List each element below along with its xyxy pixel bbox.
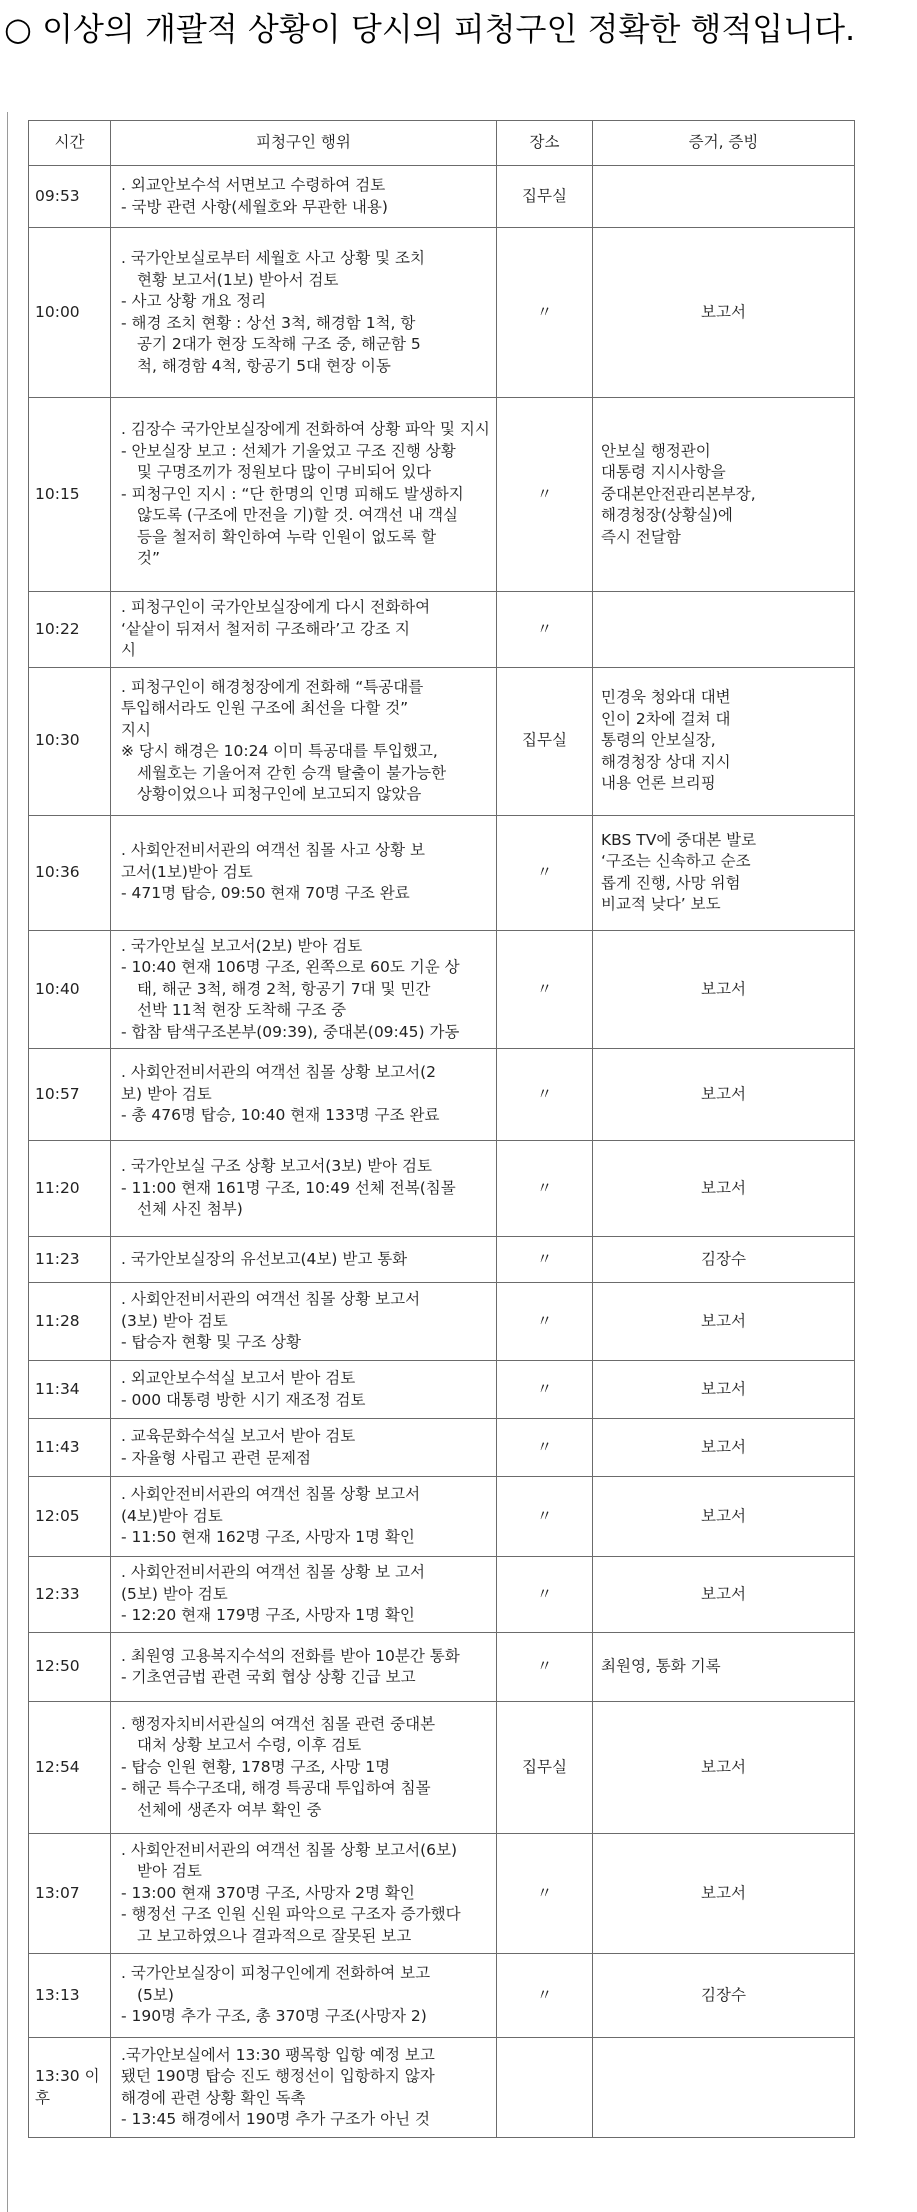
action-line: - 안보실장 보고 : 선체가 기울었고 구조 진행 상황 <box>121 441 456 460</box>
evidence-cell <box>593 1141 855 1237</box>
table-row <box>29 1633 855 1702</box>
action-line: 척, 해경함 4척, 항공기 5대 현장 이동 <box>137 356 391 375</box>
evidence-line: 보고서 <box>701 1506 746 1525</box>
evidence-line: 안보실 행정관이 <box>601 441 711 460</box>
action-line: - 총 476명 탑승, 10:40 현재 133명 구조 완료 <box>121 1106 440 1125</box>
action-cell <box>111 1954 497 2038</box>
action-line: .국가안보실에서 13:30 팽목항 입항 예정 보고 <box>121 2045 435 2064</box>
place-cell: 〃 <box>497 592 593 668</box>
place-cell: 〃 <box>497 1141 593 1237</box>
action-line: . 행정자치비서관실의 여객선 침몰 관련 중대본 <box>121 1714 436 1733</box>
action-line: 등을 철저히 확인하여 누락 인원이 없도록 할 <box>137 527 437 546</box>
action-line: 보) 받아 검토 <box>121 1084 212 1103</box>
action-line: 선체에 생존자 여부 확인 중 <box>137 1800 322 1819</box>
place-cell: 〃 <box>497 1633 593 1702</box>
time-cell: 12:05 <box>29 1477 111 1557</box>
table-row <box>29 1477 855 1557</box>
action-cell <box>111 1283 497 1361</box>
evidence-line: 보고서 <box>701 1084 746 1103</box>
evidence-cell <box>593 1954 855 2038</box>
action-line: - 사고 상황 개요 정리 <box>121 292 267 310</box>
action-line: - 해군 특수구조대, 해경 특공대 투입하여 침몰 <box>121 1779 431 1798</box>
time-cell: 13:07 <box>29 1834 111 1954</box>
action-cell <box>111 930 497 1049</box>
action-line: - 10:40 현재 106명 구조, 왼쪽으로 60도 기운 상 <box>121 958 460 976</box>
evidence-line: 보고서 <box>701 1178 746 1197</box>
action-line: 현황 보고서(1보) 받아서 검토 <box>137 270 339 289</box>
evidence-line: 대통령 지시사항을 <box>601 463 726 482</box>
action-line: . 국가안보실장이 피청구인에게 전화하여 보고 <box>121 1964 431 1983</box>
table-row <box>29 1557 855 1633</box>
action-line: - 탑승 인원 현황, 178명 구조, 사망 1명 <box>121 1757 391 1776</box>
header-time: 시간 <box>29 121 111 166</box>
place-cell: 〃 <box>497 1954 593 2038</box>
header-place: 장소 <box>497 121 593 166</box>
evidence-cell <box>593 1237 855 1283</box>
evidence-line: 김장수 <box>701 1985 746 2004</box>
evidence-line: 해경청장(상황실)에 <box>601 506 733 525</box>
evidence-cell <box>593 815 855 930</box>
evidence-cell <box>593 398 855 592</box>
time-cell: 13:30 이후 <box>29 2038 111 2138</box>
action-line: . 국가안보실 보고서(2보) 받아 검토 <box>121 936 363 955</box>
evidence-line: 보고서 <box>701 979 746 998</box>
action-line: . 사회안전비서관의 여객선 침몰 상황 보고서 <box>121 1485 421 1504</box>
timeline-table <box>28 120 855 2138</box>
action-line: . 사회안전비서관의 여객선 침몰 상황 보고서(2 <box>121 1063 436 1082</box>
action-line: 지시 <box>121 720 151 739</box>
evidence-cell <box>593 2038 855 2138</box>
evidence-cell <box>593 228 855 398</box>
time-cell: 13:13 <box>29 1954 111 2038</box>
action-line: - 피청구인 지시 : “단 한명의 인명 피해도 발생하지 <box>121 484 464 503</box>
place-cell: 〃 <box>497 1477 593 1557</box>
evidence-cell <box>593 166 855 228</box>
time-cell: 10:30 <box>29 667 111 815</box>
table-row <box>29 1834 855 1954</box>
evidence-line: 보고서 <box>701 1883 746 1902</box>
action-line: - 190명 추가 구조, 총 370명 구조(사망자 2) <box>121 2007 427 2026</box>
evidence-cell <box>593 1283 855 1361</box>
action-line: . 교육문화수석실 보고서 받아 검토 <box>121 1427 356 1445</box>
action-line: . 사회안전비서관의 여객선 침몰 상황 보고서(6보) <box>121 1840 458 1859</box>
time-cell: 11:28 <box>29 1283 111 1361</box>
action-line: 대처 상황 보고서 수령, 이후 검토 <box>137 1736 362 1755</box>
action-line: . 사회안전비서관의 여객선 침몰 상황 보 고서 <box>121 1563 426 1582</box>
action-line: . 피청구인이 해경청장에게 전화해 “특공대를 <box>121 677 424 696</box>
evidence-line: 보고서 <box>701 1437 746 1456</box>
evidence-line: 보고서 <box>701 1311 746 1330</box>
time-cell: 10:57 <box>29 1049 111 1141</box>
place-cell: 〃 <box>497 1834 593 1954</box>
action-line: 상황이었으나 피청구인에 보고되지 않았음 <box>137 785 422 803</box>
action-cell <box>111 1419 497 1477</box>
place-cell: 〃 <box>497 1361 593 1419</box>
evidence-line: 내용 언론 브리핑 <box>601 774 716 793</box>
action-line: . 최원영 고용복지수석의 전화를 받아 10분간 통화 <box>121 1646 460 1665</box>
time-cell: 12:33 <box>29 1557 111 1633</box>
evidence-cell <box>593 1834 855 1954</box>
place-cell: 〃 <box>497 398 593 592</box>
time-cell: 10:00 <box>29 228 111 398</box>
evidence-line: 인이 2차에 걸쳐 대 <box>601 709 731 728</box>
action-line: 태, 해군 3척, 해경 2척, 항공기 7대 및 민간 <box>137 979 431 998</box>
action-cell <box>111 1361 497 1419</box>
table-row <box>29 930 855 1049</box>
action-line: - 13:00 현재 370명 구조, 사망자 2명 확인 <box>121 1883 415 1902</box>
evidence-line: 롭게 진행, 사망 위험 <box>601 873 741 892</box>
action-line: . 외교안보수석 서면보고 수령하여 검토 <box>121 176 386 194</box>
evidence-line: 중대본안전관리본부장, <box>601 484 756 503</box>
place-cell: 〃 <box>497 1283 593 1361</box>
table-header-row <box>29 121 855 166</box>
table-row <box>29 1702 855 1834</box>
action-line: . 국가안보실장의 유선보고(4보) 받고 통화 <box>121 1249 408 1268</box>
action-line: - 000 대통령 방한 시기 재조정 검토 <box>121 1390 366 1409</box>
time-cell: 11:23 <box>29 1237 111 1283</box>
table-row <box>29 1419 855 1477</box>
action-line: (4보)받아 검토 <box>121 1506 223 1525</box>
place-cell: 집무실 <box>497 1702 593 1834</box>
action-line: - 13:45 해경에서 190명 추가 구조가 아닌 것 <box>121 2110 430 2128</box>
action-line: 공기 2대가 현장 도착해 구조 중, 해군함 5 <box>137 335 421 353</box>
table-row <box>29 398 855 592</box>
action-line: 됐던 190명 탑승 진도 행정선이 입항하지 않자 <box>121 2067 435 2085</box>
action-line: 받아 검토 <box>137 1862 202 1881</box>
table-row <box>29 815 855 930</box>
table-row <box>29 1361 855 1419</box>
action-cell <box>111 1633 497 1702</box>
action-line: - 11:50 현재 162명 구조, 사망자 1명 확인 <box>121 1528 415 1547</box>
evidence-cell <box>593 592 855 668</box>
time-cell: 10:36 <box>29 815 111 930</box>
action-line: . 국가안보실 구조 상황 보고서(3보) 받아 검토 <box>121 1157 432 1176</box>
evidence-line: 민경욱 청와대 대변 <box>601 688 731 707</box>
evidence-line: 즉시 전달함 <box>601 527 681 546</box>
action-cell <box>111 667 497 815</box>
action-line: . 사회안전비서관의 여객선 침몰 사고 상황 보 <box>121 841 426 860</box>
evidence-cell <box>593 1049 855 1141</box>
action-cell <box>111 1141 497 1237</box>
action-cell <box>111 1049 497 1141</box>
place-cell: 〃 <box>497 815 593 930</box>
header-evidence: 증거, 증빙 <box>593 121 855 166</box>
time-cell: 09:53 <box>29 166 111 228</box>
evidence-line: 보고서 <box>701 1584 746 1603</box>
evidence-cell <box>593 1633 855 1702</box>
action-cell <box>111 815 497 930</box>
action-line: ‘샅샅이 뒤져서 철저히 구조해라’고 강조 지 <box>121 619 411 638</box>
action-line: 세월호는 기울어져 갇힌 승객 탈출이 불가능한 <box>137 763 447 782</box>
action-line: 투입해서라도 인원 구조에 최선을 다할 것” <box>121 699 409 717</box>
action-line: - 12:20 현재 179명 구조, 사망자 1명 확인 <box>121 1606 415 1625</box>
time-cell: 11:43 <box>29 1419 111 1477</box>
action-cell <box>111 398 497 592</box>
evidence-cell <box>593 1361 855 1419</box>
action-line: 선체 사진 첨부) <box>137 1200 243 1219</box>
action-cell <box>111 1834 497 1954</box>
time-cell: 10:22 <box>29 592 111 668</box>
action-line: - 해경 조치 현황 : 상선 3척, 해경함 1척, 항 <box>121 313 416 332</box>
evidence-line: KBS TV에 중대본 발로 <box>601 830 757 849</box>
table-row <box>29 1954 855 2038</box>
place-cell: 〃 <box>497 1237 593 1283</box>
action-line: 것” <box>137 549 161 568</box>
action-cell <box>111 1557 497 1633</box>
action-line: . 외교안보수석실 보고서 받아 검토 <box>121 1369 356 1387</box>
evidence-cell <box>593 930 855 1049</box>
table-row <box>29 1283 855 1361</box>
evidence-line: 보고서 <box>701 1757 746 1776</box>
time-cell: 10:15 <box>29 398 111 592</box>
action-cell <box>111 166 497 228</box>
table-row <box>29 1237 855 1283</box>
table-row <box>29 2038 855 2138</box>
place-cell: 〃 <box>497 930 593 1049</box>
action-line: - 11:00 현재 161명 구조, 10:49 선체 전복(침몰 <box>121 1178 456 1197</box>
action-line: 고 보고하였으나 결과적으로 잘못된 보고 <box>137 1926 412 1945</box>
action-line: 해경에 관련 상황 확인 독촉 <box>121 2088 306 2107</box>
evidence-cell <box>593 667 855 815</box>
action-line: . 피청구인이 국가안보실장에게 다시 전화하여 <box>121 598 431 616</box>
action-line: - 합참 탐색구조본부(09:39), 중대본(09:45) 가동 <box>121 1022 460 1041</box>
evidence-cell <box>593 1419 855 1477</box>
action-line: (5보) 받아 검토 <box>121 1584 228 1603</box>
evidence-line: 보고서 <box>701 302 746 321</box>
action-cell <box>111 2038 497 2138</box>
evidence-line: 비교적 낮다’ 보도 <box>601 895 721 913</box>
place-cell: 집무실 <box>497 667 593 815</box>
action-cell <box>111 1237 497 1283</box>
place-cell: 집무실 <box>497 166 593 228</box>
action-line: 고서(1보)받아 검토 <box>121 862 253 881</box>
action-cell <box>111 228 497 398</box>
action-cell <box>111 1702 497 1834</box>
action-line: - 행정선 구조 인원 신원 파악으로 구조자 증가했다 <box>121 1905 461 1924</box>
evidence-cell <box>593 1477 855 1557</box>
time-cell: 12:50 <box>29 1633 111 1702</box>
action-line: - 국방 관련 사항(세월호와 무관한 내용) <box>121 197 388 216</box>
evidence-line: ‘구조는 신속하고 순조 <box>601 852 751 870</box>
time-cell: 10:40 <box>29 930 111 1049</box>
left-margin-rule <box>7 112 8 2212</box>
action-line: ※ 당시 해경은 10:24 이미 특공대를 투입했고, <box>121 742 438 760</box>
action-cell <box>111 1477 497 1557</box>
evidence-cell <box>593 1557 855 1633</box>
place-cell: 〃 <box>497 228 593 398</box>
action-line: - 탑승자 현황 및 구조 상황 <box>121 1333 301 1352</box>
table-row <box>29 166 855 228</box>
action-line: (5보) <box>137 1985 174 2004</box>
action-line: 및 구명조끼가 정원보다 많이 구비되어 있다 <box>137 463 432 482</box>
evidence-line: 통령의 안보실장, <box>601 731 716 750</box>
place-cell: 〃 <box>497 1557 593 1633</box>
table-row <box>29 228 855 398</box>
action-line: - 471명 탑승, 09:50 현재 70명 구조 완료 <box>121 884 410 903</box>
time-cell: 11:20 <box>29 1141 111 1237</box>
evidence-line: 김장수 <box>701 1249 746 1268</box>
evidence-line: 해경청장 상대 지시 <box>601 752 731 771</box>
action-line: 시 <box>121 641 136 659</box>
header-action: 피청구인 행위 <box>111 121 497 166</box>
action-line: - 기초연금법 관련 국회 협상 상황 긴급 보고 <box>121 1668 416 1686</box>
action-line: 않도록 (구조에 만전을 기)할 것. 여객선 내 객실 <box>137 506 459 525</box>
action-line: 선박 11척 현장 도착해 구조 중 <box>137 1001 347 1019</box>
action-cell <box>111 592 497 668</box>
table-row <box>29 1049 855 1141</box>
time-cell: 12:54 <box>29 1702 111 1834</box>
table-row <box>29 667 855 815</box>
action-line: . 국가안보실로부터 세월호 사고 상황 및 조치 <box>121 249 426 267</box>
place-cell: 〃 <box>497 1049 593 1141</box>
table-row <box>29 1141 855 1237</box>
action-line: . 사회안전비서관의 여객선 침몰 상황 보고서 <box>121 1290 421 1309</box>
action-line: . 김장수 국가안보실장에게 전화하여 상황 파악 및 지시 <box>121 420 490 439</box>
place-cell: 〃 <box>497 1419 593 1477</box>
time-cell: 11:34 <box>29 1361 111 1419</box>
page-heading: ○ 이상의 개괄적 상황이 당시의 피청구인 정확한 행적입니다. <box>4 10 856 48</box>
action-line: (3보) 받아 검토 <box>121 1311 228 1330</box>
evidence-line: 보고서 <box>701 1379 746 1398</box>
action-line: - 자율형 사립고 관련 문제점 <box>121 1448 312 1467</box>
evidence-line: 최원영, 통화 기록 <box>601 1657 721 1676</box>
table-row <box>29 592 855 668</box>
timeline-body <box>29 166 855 2138</box>
evidence-cell <box>593 1702 855 1834</box>
place-cell <box>497 2038 593 2138</box>
